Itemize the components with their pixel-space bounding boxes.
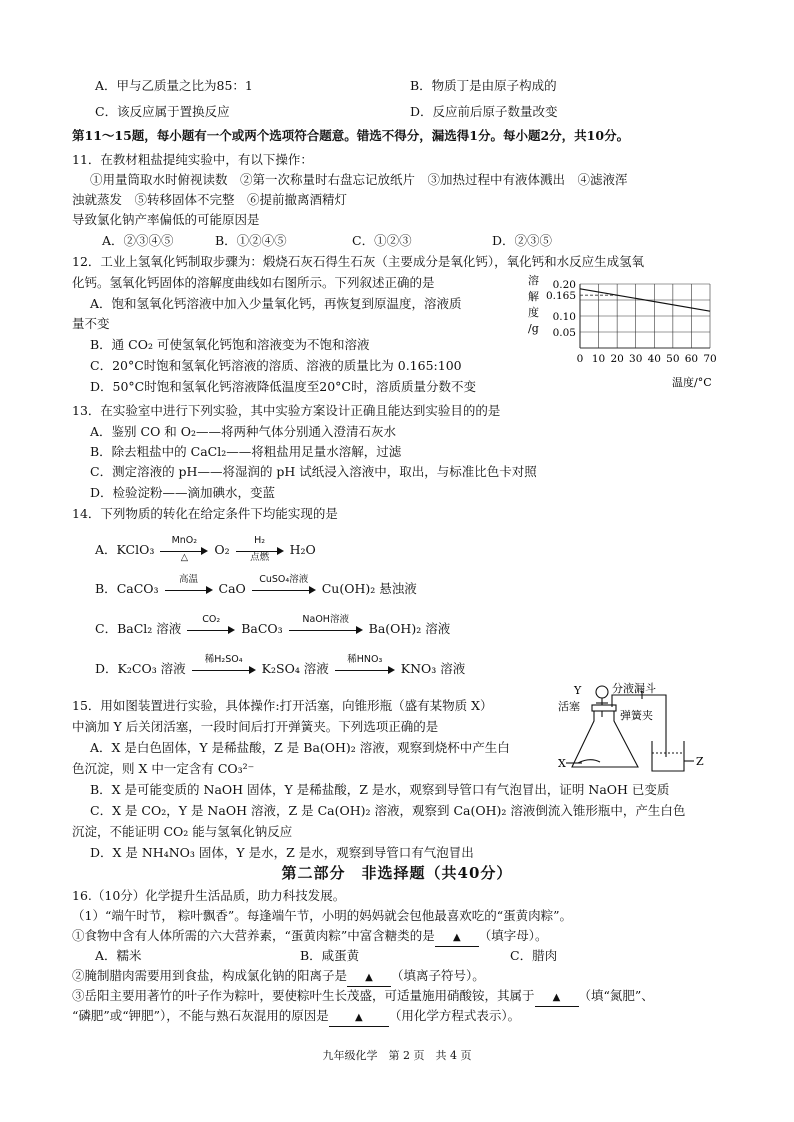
option-label: C． [95,621,118,636]
q16-option-a: A．糯米 [95,948,142,963]
prev-option-d: D．反应前后原子数量改变 [410,104,558,119]
x-tick-label: 30 [629,353,643,365]
q12-option-a-line2: 量不变 [72,316,110,331]
x-tick-label: 10 [591,353,606,365]
solubility-chart [520,274,730,390]
label-valve: 活塞 [558,700,580,713]
q16-option-b: B．咸蛋黄 [300,948,360,963]
arrow-condition: H₂ [254,534,266,546]
y-tick-label: 0.10 [552,311,576,323]
reaction-arrow [335,653,395,677]
y-label-char: 溶 [528,274,539,287]
section-instruction: 第11～15题，每小题有一个或两个选项符合题意。错选不得分，漏选得1分。每小题2分，共10分。 [72,128,630,143]
chart-ylabel [528,273,539,335]
funnel-bulb [596,686,608,698]
q13-option-c: C．测定溶液的 pH——将湿润的 pH 试纸浸入溶液中，取出，与标准比色卡对照 [90,464,537,479]
option-label: A． [95,542,117,557]
page-footer: 九年级化学 第 2 页 共 4 页 [322,1049,472,1062]
q16-item3-hint: （填“氮肥”、 [578,988,654,1003]
x-tick-label: 50 [666,353,680,365]
q16-item2 [72,968,485,987]
reactant: CaCO₃ [116,581,159,596]
q12-stem-line2: 化钙。氢氧化钙固体的溶解度曲线如右图所示。下列叙述正确的是 [72,275,435,290]
product: Cu(OH)₂ 悬浊液 [321,581,417,596]
reaction-arrow [160,534,208,563]
prev-option-b: B．物质丁是由原子构成的 [410,78,557,93]
label-clip: 弹簧夹 [620,709,653,722]
reactant: BaCl₂ 溶液 [117,621,182,636]
q12-option-c: C．20°C时饱和氢氧化钙溶液的溶质、溶液的质量比为 0.165:100 [90,358,462,373]
beaker [652,741,684,771]
q12-option-a-line1: A．饱和氢氧化钙溶液中加入少量氧化钙，再恢复到原温度，溶液质 [90,296,462,311]
q13-option-d: D．检验淀粉——滴加碘水，变蓝 [90,485,276,500]
q14-option-d [95,653,466,677]
apparatus-figure [560,683,720,775]
q15-stem-line1: 15．用如图装置进行实验，具体操作:打开活塞，向锥形瓶（盛有某物质 X） [72,698,493,713]
chart-y-ticks [546,279,617,339]
arrow-condition: 高温 [179,573,199,585]
reaction-arrow [289,613,363,637]
q16-item1-hint: （填字母）。 [478,928,548,943]
q14-option-b [95,573,417,597]
answer-blank[interactable]: ▲ [347,970,391,987]
prev-option-c: C．该反应属于置换反应 [95,104,230,119]
q16-stem: 16.（10分）化学提升生活品质，助力科技发展。 [72,888,346,903]
q15-option-c-line2: 沉淀，不能证明 CO₂ 能与氢氧化钠反应 [72,824,293,839]
q16-item3-text: ③岳阳主要用著竹的叶子作为粽叶，要使粽叶生长茂盛，可适量施用硝酸铵，其属于 [72,988,535,1003]
label-x: X [558,757,566,770]
q15-option-d: D．X 是 NH₄NO₃ 固体，Y 是水，Z 是水，观察到导管口有气泡冒出 [90,845,474,860]
q15-stem-line2: 中滴加 Y 后关闭活塞，一段时间后打开弹簧夹。下列选项正确的是 [72,719,439,734]
q14-stem: 14．下列物质的转化在给定条件下均能实现的是 [72,506,338,521]
q14-option-a [95,534,316,563]
reaction-arrow [187,613,235,637]
part2-heading: 第二部分 非选择题（共40分） [281,864,513,882]
answer-blank[interactable]: ▲ [329,1010,389,1027]
y-tick-label: 0.165 [545,290,576,303]
q12-option-b: B．通 CO₂ 可使氢氧化钙饱和溶液变为不饱和溶液 [90,337,370,352]
intermediate: BaCO₃ [241,621,283,636]
arrow-condition-below: 点燃 [250,551,270,563]
arrow-condition: CuSO₄溶液 [259,573,309,585]
answer-blank[interactable]: ▲ [535,990,579,1007]
y-label-char: 解 [528,290,539,303]
q16-item1-text: ①食物中含有人体所需的六大营养素，“蛋黄肉粽”中富含糖类的是 [72,928,435,943]
arrow-condition: CO₂ [202,613,221,625]
q16-item2-text: ②腌制腊肉需要用到食盐，构成氯化钠的阳离子是 [72,968,348,983]
x-tick-label: 40 [647,353,661,365]
q13-option-a: A．鉴别 CO 和 O₂——将两种气体分别通入澄清石灰水 [90,424,397,439]
option-label: B． [95,581,117,596]
q11-option-a: A．②③④⑤ [102,233,174,248]
x-tick-label: 70 [703,353,717,365]
q13-option-b: B．除去粗盐中的 CaCl₂——将粗盐用足量水溶解，过滤 [90,444,402,459]
chart-x-label: 温度/°C [672,376,712,389]
reaction-arrow [165,573,213,597]
label-y: Y [574,684,582,697]
q15-option-a-line2: 色沉淀，则 X 中一定含有 CO₃²⁻ [72,761,255,776]
delivery-tube [612,695,666,757]
x-tick-label: 60 [684,353,699,365]
y-label-char: 度 [528,306,539,319]
q16-item3-cont [72,1008,520,1027]
reactant: KClO₃ [116,542,155,557]
reaction-arrow [192,653,256,677]
arrow-condition: MnO₂ [171,534,198,546]
label-z: Z [696,755,704,768]
intermediate: K₂SO₄ 溶液 [261,661,329,676]
x-tick-label: 0 [576,353,584,365]
arrow-condition-below: △ [180,551,188,563]
q16-item3-text2: “磷肥”或“钾肥”），不能与熟石灰混用的原因是 [72,1008,329,1023]
q16-item3 [72,988,654,1007]
q11-ops-line2: 浊就蒸发 ⑤转移固体不完整 ⑥提前撤离酒精灯 [72,192,348,207]
chart-x-ticks [577,353,717,365]
q16-option-c: C．腊肉 [510,948,558,963]
q15-option-b: B．X 是可能变质的 NaOH 固体，Y 是稀盐酸，Z 是水，观察到导管口有气泡冒出，证明 NaOH 已变质 [90,782,670,797]
y-label-char: /g [528,322,539,335]
option-label: D． [95,661,118,676]
label-funnel: 分液漏斗 [612,682,656,695]
intermediate: O₂ [214,542,230,557]
arrow-condition: 稀H₂SO₄ [204,653,243,665]
product: Ba(OH)₂ 溶液 [368,621,451,636]
q16-item1 [72,928,548,947]
q12-stem-line1: 12．工业上氢氧化钙制取步骤为：煅烧石灰石得生石灰（主要成分是氧化钙），氧化钙和水反应生成氢氧 [72,254,645,269]
q14-option-c [95,613,451,637]
arrow-condition: 稀HNO₃ [347,653,383,665]
q12-option-d: D．50°C时饱和氢氧化钙溶液降低温度至20°C时，溶质质量分数不变 [90,379,476,394]
q16-sub1: （1）“端午时节， 粽叶飘香”。每逢端午节，小明的妈妈就会包他最喜欢吃的“蛋黄肉粽”。 [72,908,572,923]
prev-option-a: A．甲与乙质量之比为85：1 [95,78,253,93]
y-tick-label: 0.20 [552,279,576,291]
product: H₂O [289,542,316,557]
q16-item3-hint2: （用化学方程式表示）。 [388,1008,521,1023]
x-tick-label: 20 [610,353,624,365]
chart-grid [580,284,710,348]
q11-option-b: B．①②④⑤ [215,233,287,248]
intermediate: CaO [218,581,246,596]
reaction-arrow [252,573,316,597]
q15-option-a-line1: A．X 是白色固体，Y 是稀盐酸，Z 是 Ba(OH)₂ 溶液，观察到烧杯中产生白 [90,740,510,755]
reactant: K₂CO₃ 溶液 [117,661,186,676]
q11-question: 导致氯化钠产率偏低的可能原因是 [72,212,260,227]
q11-ops-line1: ①用量筒取水时俯视读数 ②第一次称量时右盘忘记放纸片 ③加热过程中有液体溅出 ④滤液浑 [90,172,628,187]
y-tick-label: 0.05 [552,327,576,339]
q11-stem: 11．在教材粗盐提纯实验中，有以下操作： [72,152,313,167]
q11-option-d: D．②③⑤ [492,233,553,248]
arrow-condition: NaOH溶液 [302,613,349,625]
answer-blank[interactable]: ▲ [435,930,479,947]
q16-item2-hint: （填离子符号）。 [391,968,485,983]
q11-option-c: C．①②③ [352,233,412,248]
product: KNO₃ 溶液 [400,661,466,676]
q15-option-c-line1: C．X 是 CO₂，Y 是 NaOH 溶液，Z 是 Ca(OH)₂ 溶液，观察到 Ca(OH)₂ 溶液倒流入锥形瓶中，产生白色 [90,803,686,818]
reaction-arrow [236,534,284,563]
q13-stem: 13．在实验室中进行下列实验，其中实验方案设计正确且能达到实验目的的是 [72,403,501,418]
